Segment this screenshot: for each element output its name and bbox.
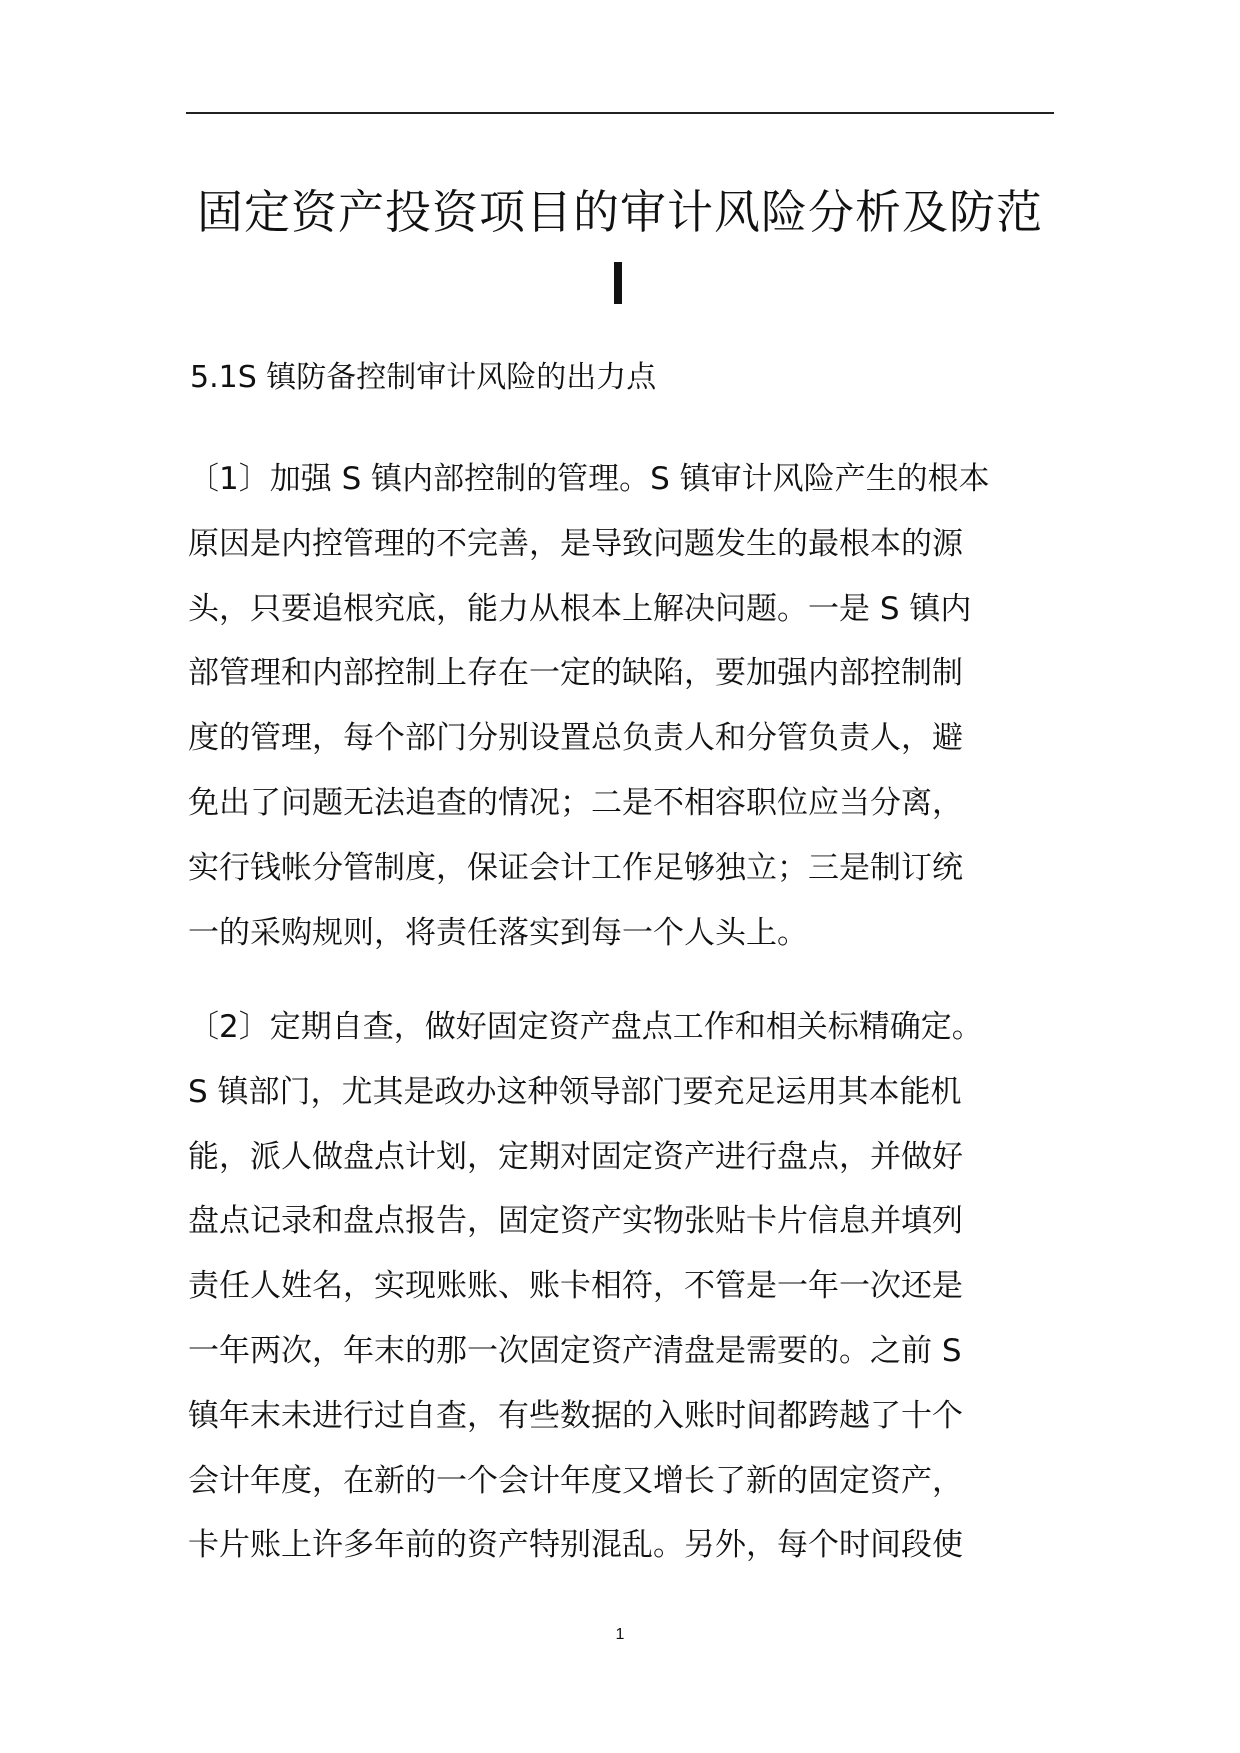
section-heading: 5.1S 镇防备控制审计风险的出力点 — [190, 360, 657, 395]
paragraph-line: 实行钱帐分管制度，保证会计工作足够独立；三是制订统 — [188, 849, 963, 886]
header-rule — [186, 112, 1054, 114]
paragraph-line: 度的管理，每个部门分别设置总负责人和分管负责人，避 — [188, 720, 963, 757]
paragraph-line: 免出了问题无法追查的情况；二是不相容职位应当分离， — [188, 784, 963, 821]
document-title: 固定资产投资项目的审计风险分析及防范 — [197, 185, 1043, 239]
paragraph-line: 责任人姓名，实现账账、账卡相符，不管是一年一次还是 — [188, 1268, 963, 1305]
paragraph-line: 镇年末未进行过自查，有些数据的入账时间都跨越了十个 — [188, 1397, 963, 1434]
page-number: 1 — [615, 1626, 625, 1643]
paragraph-line: 头，只要追根究底，能力从根本上解决问题。一是 S 镇内 — [188, 590, 972, 627]
text-cursor-mark — [614, 262, 622, 304]
paragraph-line: 卡片账上许多年前的资产特别混乱。另外，每个时间段使 — [188, 1527, 963, 1564]
paragraph-1 — [188, 447, 1038, 965]
paragraph-line: 一的采购规则，将责任落实到每一个人头上。 — [188, 914, 808, 951]
paragraph-line: 〔2〕定期自查，做好固定资产盘点工作和相关标精确定。 — [188, 1009, 983, 1045]
paragraph-line: 能，派人做盘点计划，定期对固定资产进行盘点，并做好 — [188, 1138, 963, 1175]
paragraph-line: 一年两次，年末的那一次固定资产清盘是需要的。之前 S — [188, 1332, 962, 1369]
paragraph-line: 会计年度，在新的一个会计年度又增长了新的固定资产， — [188, 1462, 963, 1499]
paragraph-line: 盘点记录和盘点报告，固定资产实物张贴卡片信息并填列 — [188, 1203, 963, 1240]
paragraph-line: 〔1〕加强 S 镇内部控制的管理。S 镇审计风险产生的根本 — [188, 461, 990, 497]
paragraph-line: 部管理和内部控制上存在一定的缺陷，要加强内部控制制 — [188, 655, 963, 692]
paragraph-line: S 镇部门，尤其是政办这种领导部门要充足运用其本能机 — [188, 1073, 962, 1110]
paragraph-line: 原因是内控管理的不完善，是导致问题发生的最根本的源 — [188, 525, 963, 562]
paragraph-2 — [188, 995, 1038, 1578]
